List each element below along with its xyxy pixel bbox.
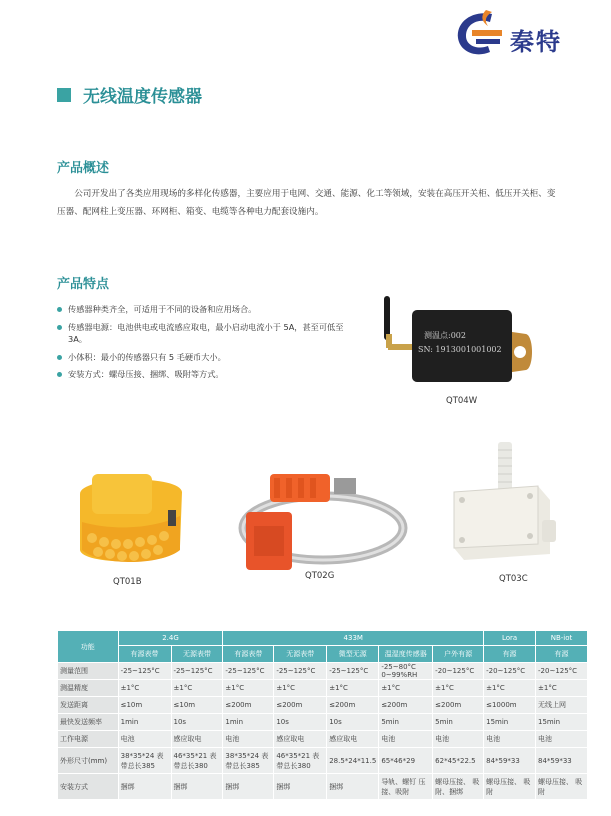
group-header: 433M [223, 631, 484, 646]
table-cell: ≤200m [379, 697, 433, 714]
page-title: 无线温度传感器 [83, 87, 202, 107]
table-cell: -25~125°C [274, 663, 327, 680]
table-cell: 10s [327, 714, 379, 731]
table-cell: 捆绑 [274, 774, 327, 800]
bullet-icon [57, 372, 62, 377]
qt02g-sensor-image [236, 468, 410, 576]
table-row [58, 663, 588, 680]
table-cell: 螺母压接、 吸附 [484, 774, 536, 800]
qt03c-sensor-image [446, 440, 562, 566]
table-cell: 电池 [433, 731, 484, 748]
table-cell: -25~125°C [327, 663, 379, 680]
row-label: 测量范围 [58, 663, 119, 680]
table-cell: -25~125°C [223, 663, 274, 680]
table-cell: ≤200m [223, 697, 274, 714]
feature-item [57, 368, 347, 381]
group-header: NB-iot [536, 631, 588, 646]
table-cell: 5min [433, 714, 484, 731]
table-cell: 电池 [223, 731, 274, 748]
table-cell: ≤200m [433, 697, 484, 714]
table-cell: ≤10m [118, 697, 171, 714]
table-cell: -25~80°C 0~99%RH [379, 663, 433, 680]
spec-table [57, 630, 588, 800]
table-cell: 捆绑 [327, 774, 379, 800]
table-cell: ≤200m [327, 697, 379, 714]
table-cell: 46*35*21 表带总长380 [274, 748, 327, 774]
table-cell: -25~125°C [171, 663, 223, 680]
table-cell: 38*35*24 表带总长385 [118, 748, 171, 774]
table-cell: -20~125°C [433, 663, 484, 680]
table-cell: ≤200m [274, 697, 327, 714]
table-cell: 84*59*33 [536, 748, 588, 774]
table-subheader-row [58, 646, 588, 663]
table-cell: 10s [274, 714, 327, 731]
logo-brand-text: 秦特 [510, 28, 562, 56]
table-cell: 10s [171, 714, 223, 731]
table-cell: 28.5*24*11.5 [327, 748, 379, 774]
table-cell: ±1°C [171, 680, 223, 697]
table-cell: ±1°C [327, 680, 379, 697]
group-header: Lora [484, 631, 536, 646]
table-cell: 感应取电 [274, 731, 327, 748]
overview-heading: 产品概述 [57, 161, 110, 176]
table-cell: 1min [223, 714, 274, 731]
row-label: 外形尺寸(mm) [58, 748, 119, 774]
table-cell: 电池 [536, 731, 588, 748]
subheader-cell: 微型无源 [327, 646, 379, 663]
table-cell: 46*35*21 表带总长380 [171, 748, 223, 774]
row-label: 工作电源 [58, 731, 119, 748]
subheader-cell: 有源 [536, 646, 588, 663]
table-header-row [58, 631, 588, 646]
feature-item [57, 351, 347, 364]
table-row [58, 731, 588, 748]
subheader-cell: 有源 [484, 646, 536, 663]
feature-item [57, 321, 347, 346]
table-cell: ±1°C [223, 680, 274, 697]
table-row [58, 748, 588, 774]
table-cell: -20~125°C [484, 663, 536, 680]
row-label: 最快发送频率 [58, 714, 119, 731]
qt03c-label: QT03C [499, 574, 528, 584]
title-square-icon [57, 88, 71, 102]
subheader-cell: 温湿度传感器 [379, 646, 433, 663]
table-row [58, 680, 588, 697]
bullet-icon [57, 325, 62, 330]
table-cell: 无线上网 [536, 697, 588, 714]
feature-item [57, 303, 347, 316]
subheader-cell: 有源表带 [118, 646, 171, 663]
table-cell: 1min [118, 714, 171, 731]
features-heading: 产品特点 [57, 277, 110, 292]
qt02g-label: QT02G [305, 571, 335, 581]
subheader-cell: 有源表带 [223, 646, 274, 663]
table-cell: -25~125°C [118, 663, 171, 680]
table-cell: 感应取电 [171, 731, 223, 748]
table-cell: 导轨、螺钉 压接、吸附 [379, 774, 433, 800]
subheader-cell: 户外有源 [433, 646, 484, 663]
row-label: 测温精度 [58, 680, 119, 697]
table-cell: ±1°C [536, 680, 588, 697]
table-cell: 15min [536, 714, 588, 731]
table-cell: 螺母压接、 吸附、捆绑 [433, 774, 484, 800]
table-function-header: 功能 [58, 631, 119, 663]
table-cell: 电池 [484, 731, 536, 748]
table-cell: ≤10m [171, 697, 223, 714]
company-logo [452, 8, 602, 60]
feature-text: 传感器种类齐全，可适用于不同的设备和应用场合。 [68, 304, 257, 314]
table-cell: ±1°C [433, 680, 484, 697]
row-label: 安装方式 [58, 774, 119, 800]
table-cell: 65*46*29 [379, 748, 433, 774]
table-cell: 62*45*22.5 [433, 748, 484, 774]
table-cell: ±1°C [118, 680, 171, 697]
table-cell: 捆绑 [118, 774, 171, 800]
table-cell: ≤1000m [484, 697, 536, 714]
logo-mark-icon [452, 8, 508, 60]
table-cell: 感应取电 [327, 731, 379, 748]
table-cell: 螺母压接、 吸附 [536, 774, 588, 800]
bullet-icon [57, 307, 62, 312]
qt04w-sticker-line1: 测温点:002 [424, 331, 466, 340]
feature-text: 传感器电源：电池供电或电流感应取电，最小启动电流小于 5A，甚至可低至 3A。 [68, 321, 344, 344]
feature-text: 安装方式：螺母压接、捆绑、吸附等方式。 [68, 369, 224, 379]
table-cell: ±1°C [274, 680, 327, 697]
overview-text: 公司开发出了各类应用现场的多样化传感器，主要应用于电网、交通、能源、化工等领域，安装在高压开关柜、低压开关柜、变压器、配网柱上变压器、环网柜、箱变、电缆等各种电力配套设施内。 [57, 189, 556, 217]
table-cell: 捆绑 [223, 774, 274, 800]
page-title-block [57, 82, 202, 107]
table-row [58, 697, 588, 714]
qt01b-sensor-image [70, 466, 192, 572]
table-cell: 5min [379, 714, 433, 731]
table-cell: ±1°C [379, 680, 433, 697]
bullet-icon [57, 355, 62, 360]
table-row [58, 714, 588, 731]
subheader-cell: 无源表带 [274, 646, 327, 663]
table-cell: 84*59*33 [484, 748, 536, 774]
spec-table-body [58, 663, 588, 800]
qt01b-label: QT01B [113, 577, 142, 587]
table-cell: 38*35*24 表带总长385 [223, 748, 274, 774]
table-row [58, 774, 588, 800]
group-header: 2.4G [118, 631, 223, 646]
table-cell: ±1°C [484, 680, 536, 697]
features-list [57, 303, 347, 386]
qt04w-label: QT04W [446, 396, 478, 406]
table-cell: 电池 [379, 731, 433, 748]
table-cell: 15min [484, 714, 536, 731]
table-cell: 电池 [118, 731, 171, 748]
subheader-cell: 无源表带 [171, 646, 223, 663]
row-label: 发送距离 [58, 697, 119, 714]
qt04w-sensor-image [378, 294, 538, 390]
table-cell: -20~125°C [536, 663, 588, 680]
feature-text: 小体积：最小的传感器只有 5 毛硬币大小。 [68, 351, 226, 362]
table-cell: 捆绑 [171, 774, 223, 800]
qt04w-sticker-line2: SN: 1913001001002 [418, 345, 502, 354]
